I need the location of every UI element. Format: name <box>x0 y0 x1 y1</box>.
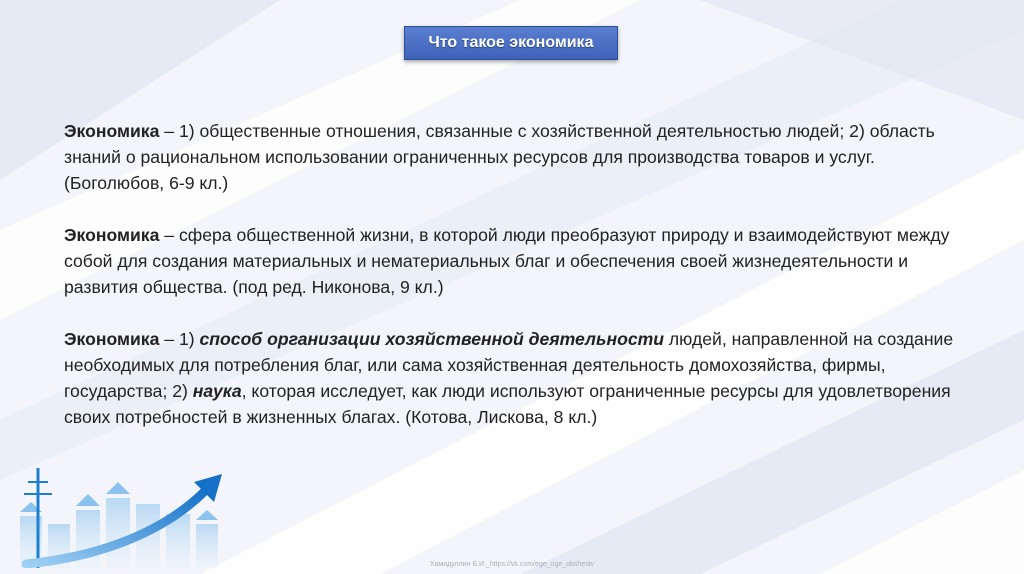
emphasis-method: способ организации хозяйственной деятельности <box>199 329 664 349</box>
footer-credit: Хамидуллин Б.И._https://vk.com/ege_oge_obshestv <box>429 561 595 568</box>
term: Экономика <box>64 121 160 141</box>
term: Экономика <box>64 329 160 349</box>
definition-text: – 1) общественные отношения, связанные с хозяйственной деятельностью людей; 2) область знаний о рациональном использовании ограниченных ресурсов для производства товаров и услуг. (Боголюбов, 6-9 кл.) <box>64 121 935 193</box>
definition-text: людей, направленной на создание необходимых для потребления благ, или сама хозяйственная деятельность домохозяйства, фирмы, государства; 2) <box>64 329 954 401</box>
definition-2 <box>64 222 964 300</box>
definition-1 <box>64 118 964 196</box>
definition-text: – сфера общественной жизни, в которой люди преобразуют природу и взаимодействуют между собой для создания материальных и нематериальных благ и обеспечения своей жизнедеятельности и развития общества. (под ред. Никонова, 9 кл.) <box>64 225 950 297</box>
definition-3 <box>64 326 964 430</box>
slide-title: Что такое экономика <box>404 26 618 60</box>
definition-text: – 1) <box>159 329 200 349</box>
emphasis-science: наука <box>192 381 242 401</box>
definitions <box>64 118 964 456</box>
definition-text: , которая исследует, как люди используют ограниченные ресурсы для удовлетворения своих потребностей в жизненных благах. (Котова, Лискова, 8 кл.) <box>64 381 951 427</box>
growth-chart-icon <box>8 468 248 568</box>
term: Экономика <box>64 225 160 245</box>
